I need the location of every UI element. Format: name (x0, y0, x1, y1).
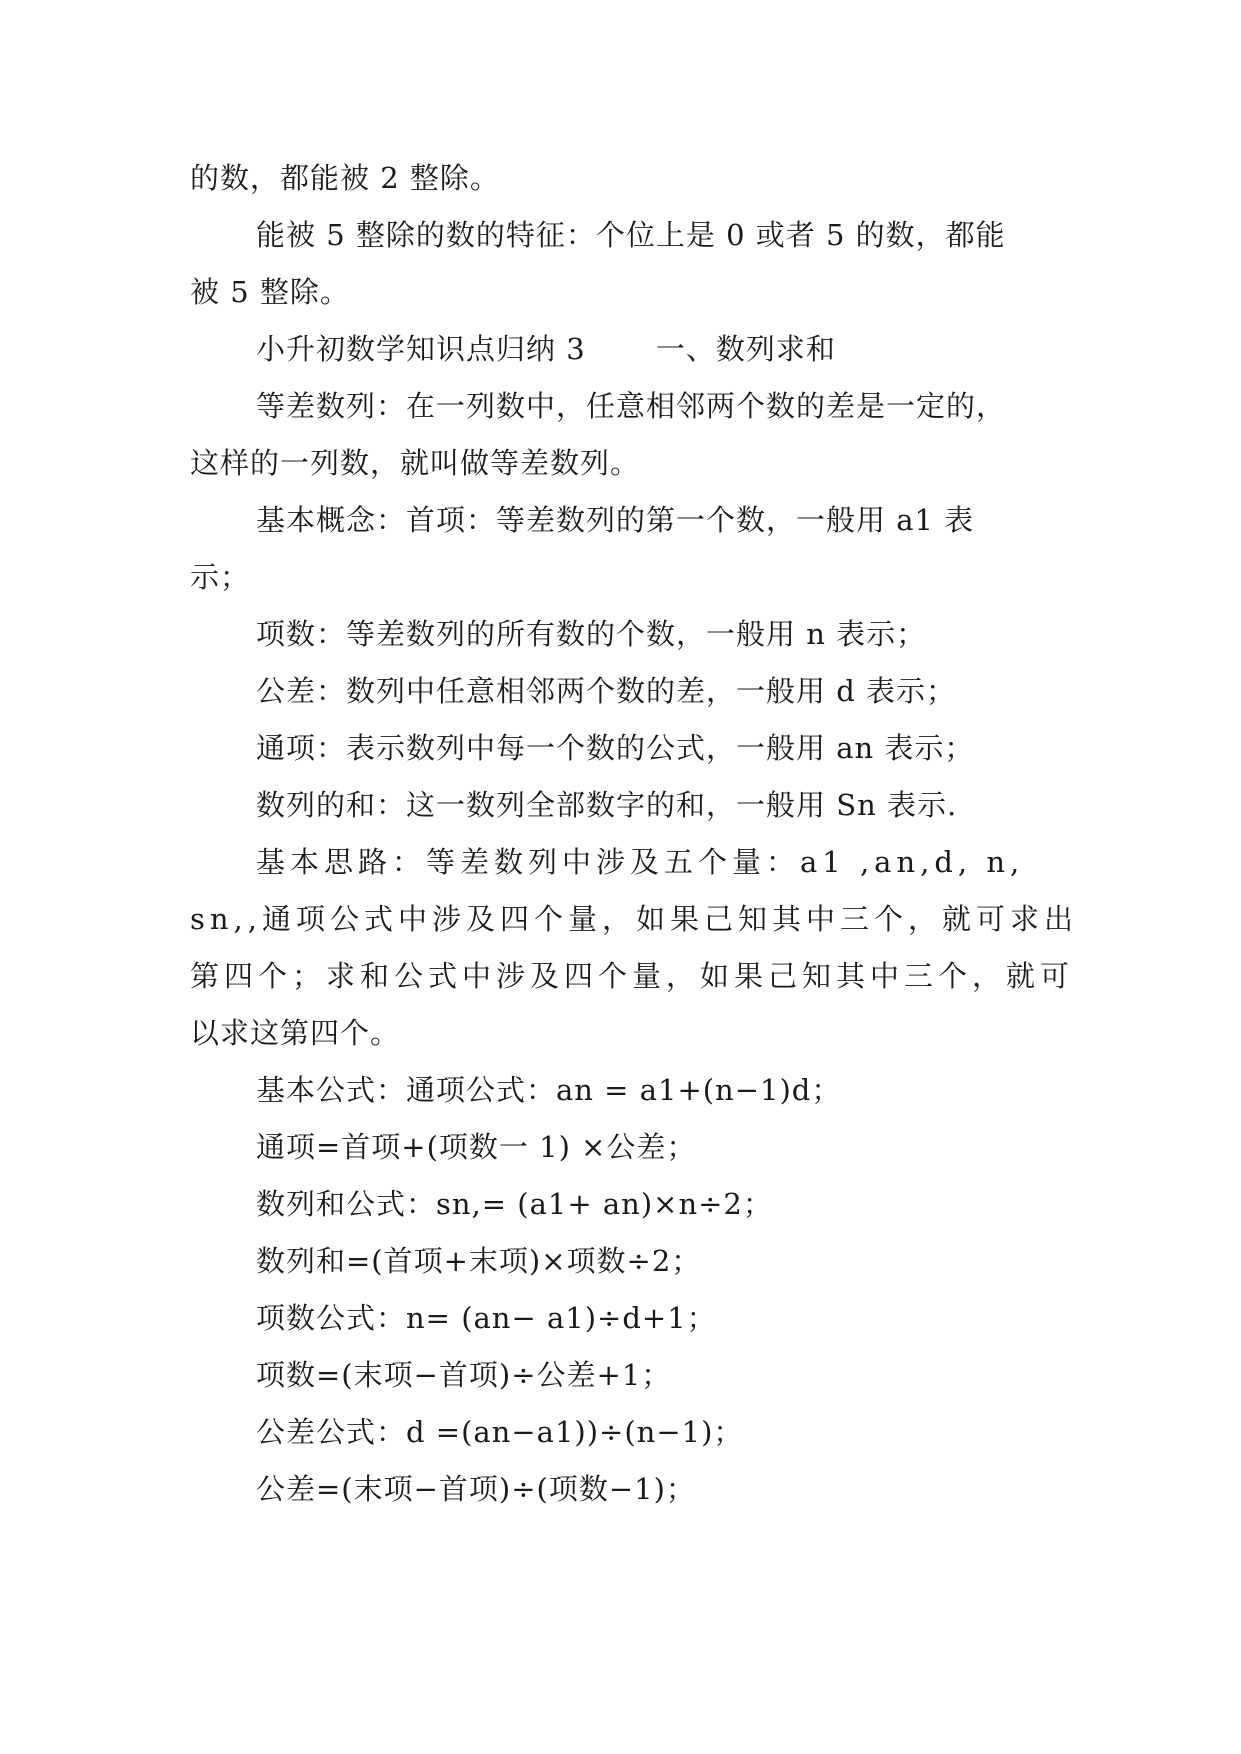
formula-line: 项数=(末项−首项)÷公差+1； (256, 1358, 672, 1392)
text-line: 被 5 整除。 (190, 275, 350, 309)
text-line: 的数，都能被 2 整除。 (190, 161, 500, 195)
text-line: 能被 5 整除的数的特征：个位上是 0 或者 5 的数，都能 (256, 218, 1006, 252)
text-line: 通项：表示数列中每一个数的公式，一般用 an 表示； (256, 731, 975, 765)
formula-line: 项数公式：n= (an− a1)÷d+1； (256, 1301, 717, 1335)
formula-line: 公差公式：d =(an−a1))÷(n−1)； (256, 1415, 744, 1449)
text-line: 这样的一列数，就叫做等差数列。 (190, 446, 641, 480)
text-line: 基本概念：首项：等差数列的第一个数，一般用 a1 表 (256, 503, 975, 537)
formula-line: 基本公式：通项公式：an = a1+(n−1)d； (256, 1073, 842, 1107)
formula-line: 公差=(末项−首项)÷(项数−1)； (256, 1472, 696, 1506)
section-heading: 小升初数学知识点归纳 3 一、数列求和 (256, 332, 836, 366)
formula-line: 数列和=(首项+末项)×项数÷2； (256, 1244, 702, 1278)
text-line: 基本思路：等差数列中涉及五个量：a1 ,an,d, n, (256, 845, 1025, 879)
text-line: 等差数列：在一列数中，任意相邻两个数的差是一定的， (256, 389, 1007, 423)
formula-line: 数列和公式：sn,= (a1+ an)×n÷2； (256, 1187, 773, 1221)
text-line: 公差：数列中任意相邻两个数的差，一般用 d 表示； (256, 674, 957, 708)
text-line: 项数：等差数列的所有数的个数，一般用 n 表示； (256, 617, 927, 651)
text-line: 示； (190, 560, 251, 594)
text-line: sn,,通项公式中涉及四个量，如果己知其中三个，就可求出 (190, 902, 1078, 936)
text-line: 数列的和：这一数列全部数字的和，一般用 Sn 表示. (256, 788, 958, 822)
formula-line: 通项=首项+(项数一 1) ×公差； (256, 1130, 697, 1164)
text-line: 以求这第四个。 (190, 1016, 401, 1050)
text-line: 第四个；求和公式中涉及四个量，如果己知其中三个，就可 (190, 959, 1075, 993)
